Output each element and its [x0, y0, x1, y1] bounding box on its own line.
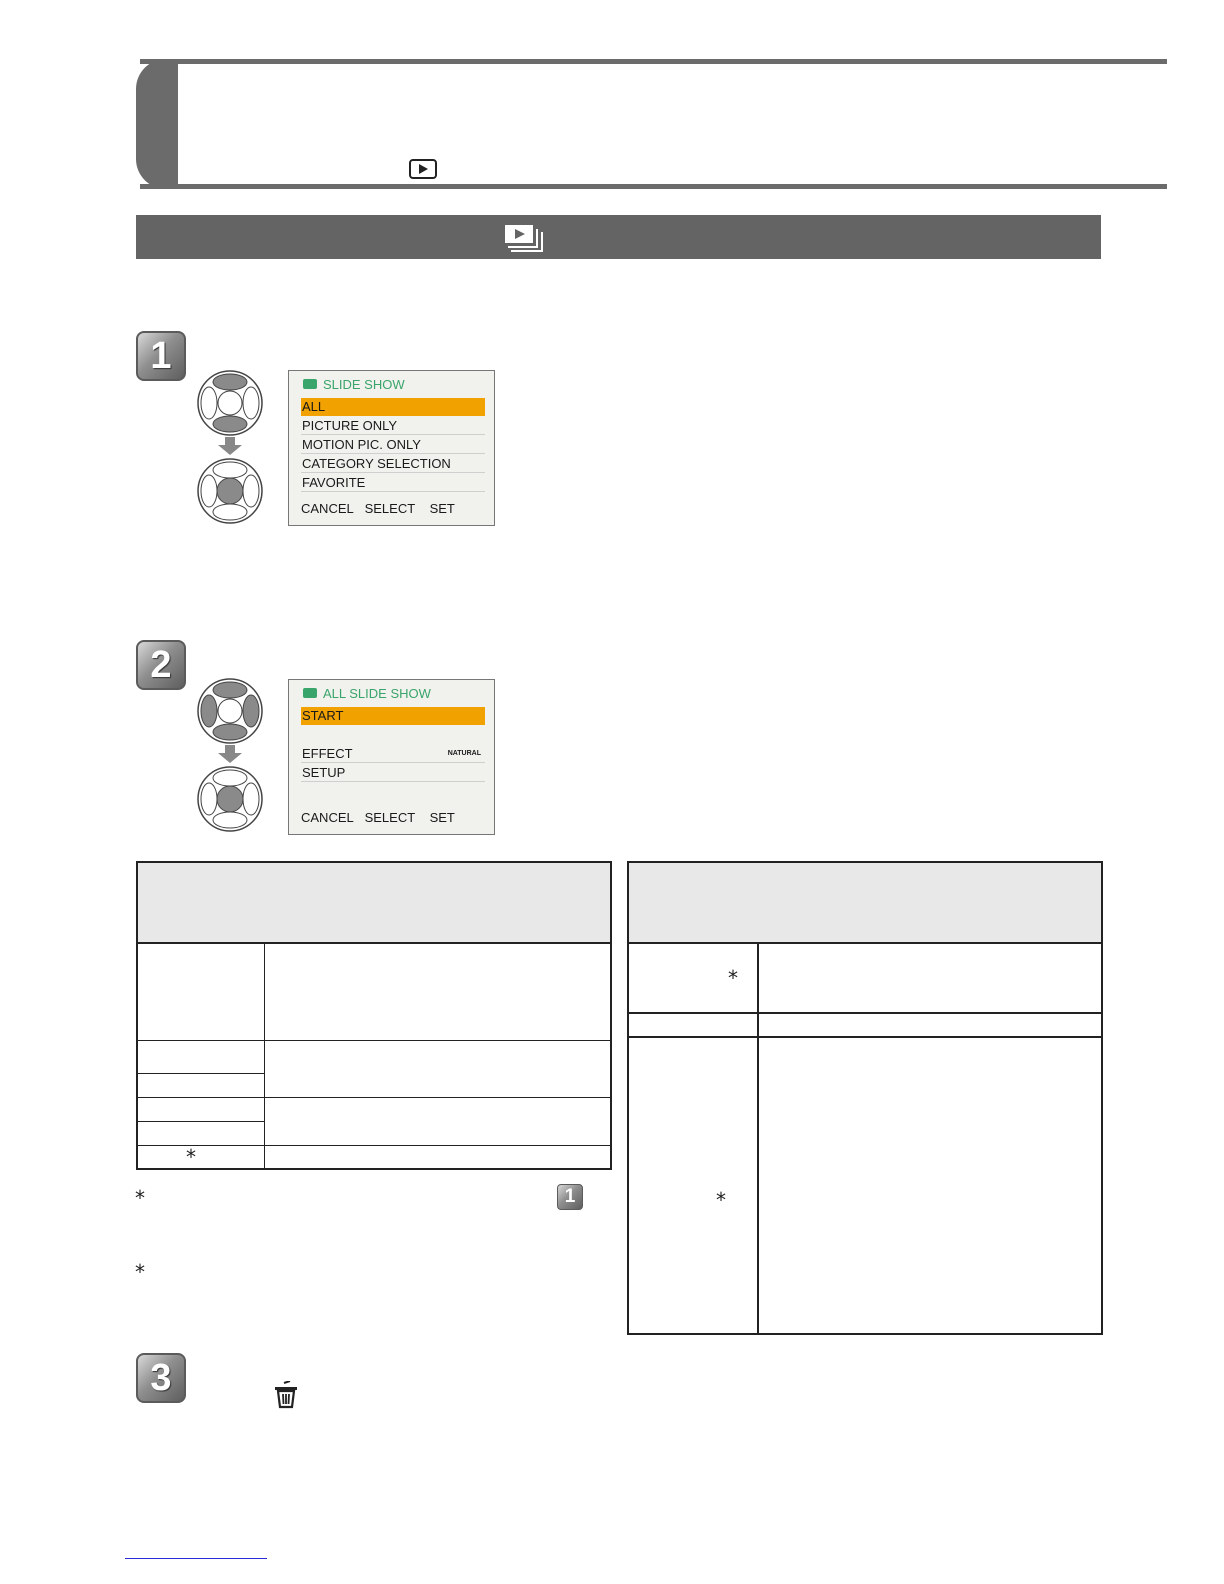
all-slide-show-menu-screen: [288, 679, 495, 835]
slide-show-menu-icon: [303, 688, 317, 698]
menu-item-picture-only[interactable]: PICTURE ONLY: [301, 417, 485, 435]
slide-show-menu-icon: [303, 379, 317, 389]
footnote-asterisk: *: [186, 1145, 196, 1169]
screen-footer: CANCEL SELECT SET: [301, 810, 455, 825]
menu-item-setup[interactable]: SETUP: [301, 764, 485, 782]
footnote-asterisk: *: [716, 1188, 726, 1212]
menu-item-effect[interactable]: [301, 745, 485, 763]
step-2-badge: 2: [136, 640, 186, 690]
menu-item-motion-pic-only[interactable]: MOTION PIC. ONLY: [301, 436, 485, 454]
effect-value: NATURAL: [447, 750, 481, 757]
slide-show-icon: [505, 225, 543, 253]
page-link-underline[interactable]: [125, 1558, 267, 1559]
footnote-asterisk: *: [135, 1260, 145, 1284]
menu-item-all[interactable]: ALL: [301, 398, 485, 416]
slide-show-menu-screen: [288, 370, 495, 526]
header-tab: [136, 59, 178, 189]
screen-footer: CANCEL SELECT SET: [301, 501, 455, 516]
playback-button-icon: [409, 159, 437, 179]
cursor-pad-all-directions-then-ok-icon: [196, 677, 264, 837]
footnote-asterisk: *: [728, 966, 738, 990]
effect-table-header: [137, 863, 611, 943]
screen-title: ALL SLIDE SHOW: [323, 686, 431, 701]
menu-item-favorite[interactable]: FAVORITE: [301, 474, 485, 492]
screen-title: SLIDE SHOW: [323, 377, 405, 392]
trash-icon: [273, 1381, 299, 1409]
section-title-bar: [136, 215, 1101, 259]
cursor-pad-updown-then-ok-icon: [196, 369, 264, 529]
header-top-rule: [140, 59, 1167, 64]
step-1-reference-badge: 1: [557, 1184, 583, 1210]
menu-item-effect-label: EFFECT: [302, 746, 353, 761]
menu-item-category-selection[interactable]: CATEGORY SELECTION: [301, 455, 485, 473]
footnote-asterisk: *: [135, 1186, 145, 1210]
header-bottom-rule: [140, 184, 1167, 189]
step-1-badge: 1: [136, 331, 186, 381]
step-3-badge: 3: [136, 1353, 186, 1403]
setup-table-header: [629, 863, 1101, 943]
menu-item-start[interactable]: START: [301, 707, 485, 725]
